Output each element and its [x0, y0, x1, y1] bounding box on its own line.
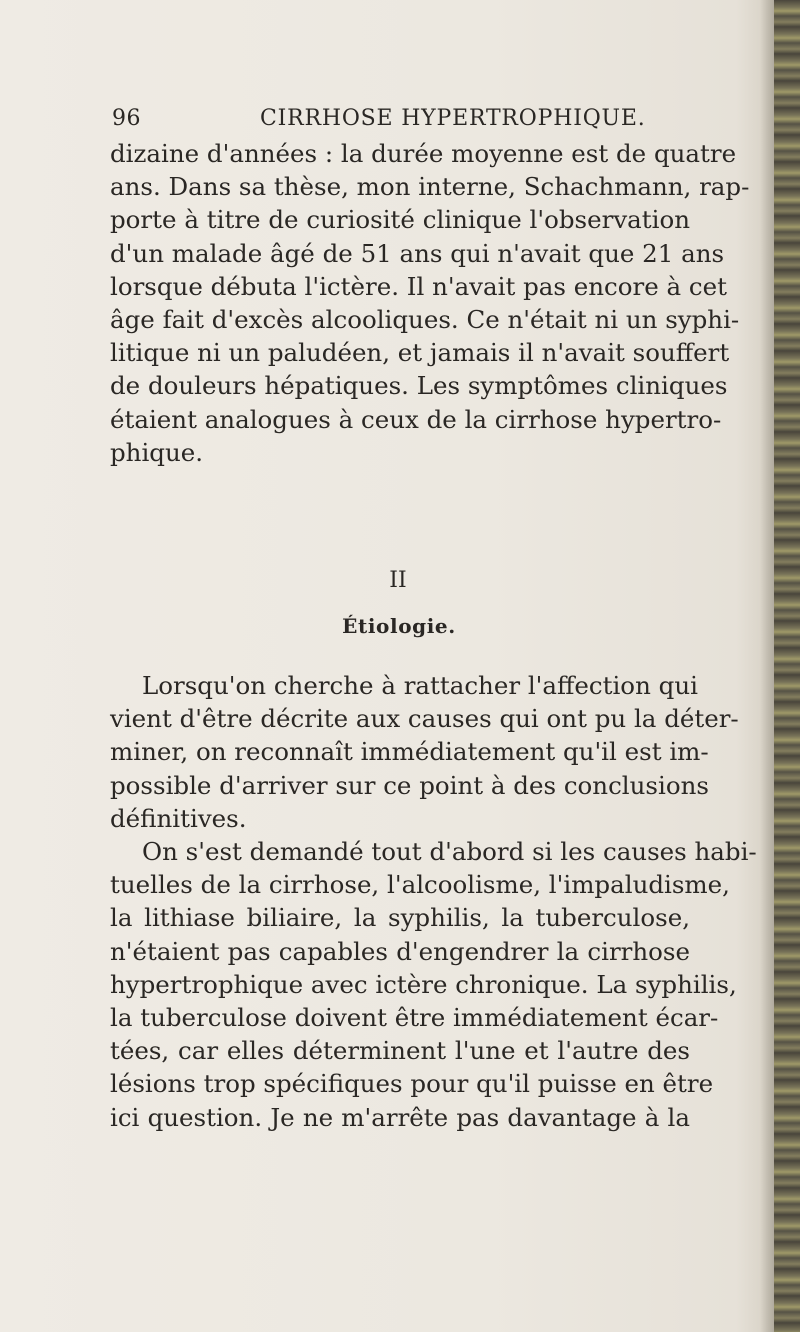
- page-edge-shadow: [760, 0, 774, 1332]
- text-line: tées, car elles déterminent l'une et l'autre des: [110, 1036, 690, 1066]
- text-line: d'un malade âgé de 51 ans qui n'avait que 21 ans: [110, 238, 725, 268]
- text-line: ici question. Je ne m'arrête pas davantage à la: [110, 1102, 690, 1132]
- text-line: dizaine d'années : la durée moyenne est de quatre: [110, 139, 737, 168]
- section-number: [0, 568, 800, 593]
- running-title: CIRRHOSE HYPERTROPHIQUE.: [260, 106, 646, 131]
- text-line: définitives.: [110, 803, 247, 833]
- text-line: ans. Dans sa thèse, mon interne, Schachmann, rap-: [110, 172, 750, 202]
- text-line: litique ni un paludéen, et jamais il n'avait souffert: [110, 338, 730, 368]
- text-line: lésions trop spécifiques pour qu'il puisse en être: [110, 1069, 714, 1099]
- text-line: Lorsqu'on cherche à rattacher l'affection qui: [142, 671, 698, 700]
- text-line: miner, on reconnaît immédiatement qu'il est im-: [110, 737, 709, 767]
- text-line: phique.: [110, 437, 204, 467]
- text-line: hypertrophique avec ictère chronique. La syphilis,: [110, 969, 737, 999]
- text-line: porte à titre de curiosité clinique l'observation: [110, 205, 690, 235]
- paragraph-1: [110, 137, 750, 469]
- text-line: de douleurs hépatiques. Les symptômes cliniques: [110, 371, 728, 401]
- page-number: 96: [112, 106, 141, 131]
- text-line: tuelles de la cirrhose, l'alcoolisme, l'impaludisme,: [110, 870, 730, 900]
- text-line: n'étaient pas capables d'engendrer la cirrhose: [110, 936, 690, 966]
- text-line: On s'est demandé tout d'abord si les causes habi-: [142, 837, 757, 867]
- text-line: étaient analogues à ceux de la cirrhose hypertro-: [110, 404, 722, 434]
- book-edge: [774, 0, 800, 1332]
- section-title-text: Étiologie.: [342, 614, 456, 638]
- text-line: possible d'arriver sur ce point à des conclusions: [110, 770, 709, 800]
- page-header: [112, 106, 687, 140]
- text-line: la lithiase biliaire, la syphilis, la tuberculose,: [110, 903, 690, 933]
- section-number-text: II: [389, 568, 407, 593]
- text-line: lorsque débuta l'ictère. Il n'avait pas encore à cet: [110, 271, 727, 301]
- text-line: la tuberculose doivent être immédiatement écar-: [110, 1003, 719, 1033]
- section-heading: [0, 614, 800, 638]
- paragraphs-2-3: [110, 669, 757, 1134]
- text-line: âge fait d'excès alcooliques. Ce n'était ni un syphi-: [110, 305, 740, 335]
- text-line: vient d'être décrite aux causes qui ont pu la déter-: [110, 704, 739, 734]
